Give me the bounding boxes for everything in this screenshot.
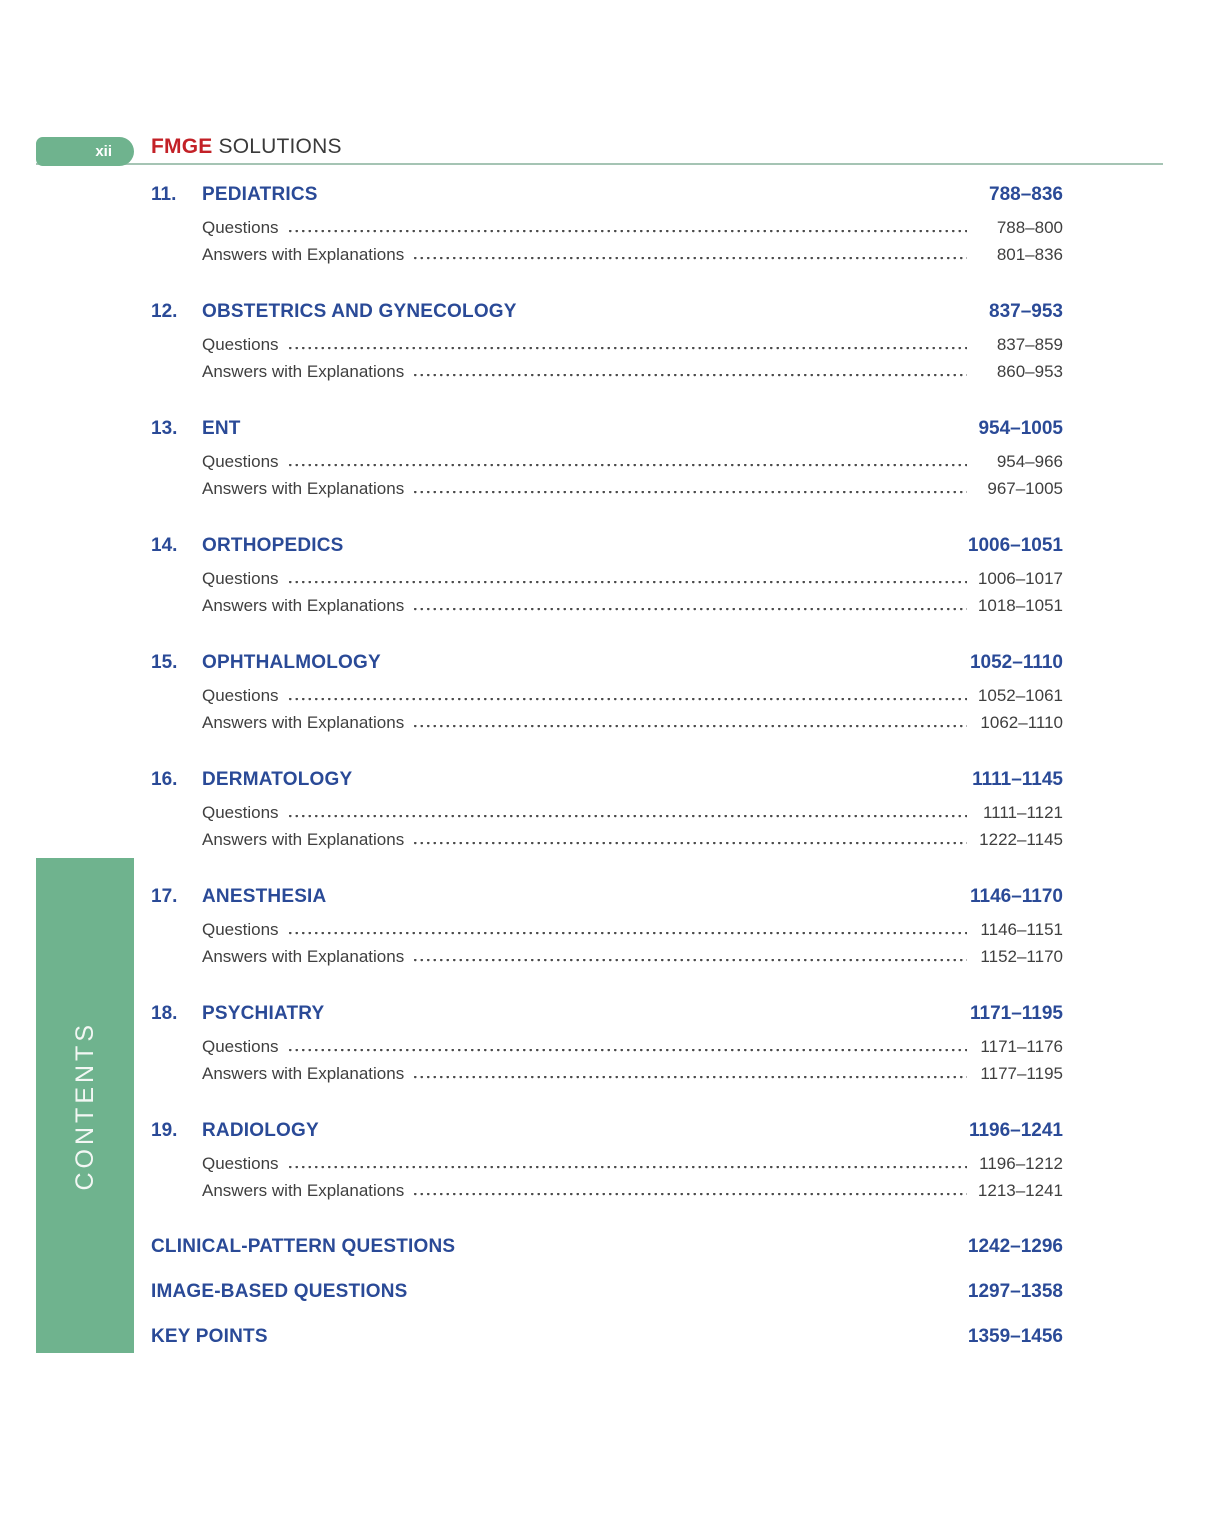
row-page-range: 1152–1170 (980, 947, 1063, 966)
dotted-leader (412, 1076, 967, 1080)
row-page-range: 1196–1212 (979, 1154, 1063, 1173)
toc-row-answers (202, 480, 1063, 497)
book-title (151, 135, 342, 159)
chapter-number: 15. (151, 652, 178, 673)
toc-row-answers (202, 831, 1063, 848)
chapter-title: ANESTHESIA (202, 886, 327, 907)
row-page-range: 954–966 (996, 452, 1063, 471)
chapter-title: OPHTHALMOLOGY (202, 652, 381, 673)
contents-side-tab (36, 858, 134, 1353)
dotted-leader (287, 464, 967, 468)
row-page-range: 837–859 (996, 335, 1063, 354)
row-label: Questions (202, 218, 279, 237)
toc-row-questions (202, 804, 1063, 821)
back-sections (151, 1235, 1063, 1348)
toc-chapter (151, 300, 1063, 380)
chapter-page-range: 1171–1195 (969, 1003, 1063, 1024)
book-title-rest: SOLUTIONS (212, 135, 342, 158)
dotted-leader (287, 581, 967, 585)
chapter-heading (151, 1002, 1063, 1025)
row-label: Answers with Explanations (202, 362, 405, 381)
dotted-leader (412, 257, 967, 261)
toc-chapter (151, 534, 1063, 614)
toc-row-questions (202, 1155, 1063, 1172)
toc-row-answers (202, 714, 1063, 731)
chapter-page-range: 837–953 (989, 301, 1063, 322)
row-label: Answers with Explanations (202, 947, 405, 966)
row-page-range: 788–800 (996, 218, 1063, 237)
row-label: Answers with Explanations (202, 1181, 405, 1200)
section-page-range: 1297–1358 (967, 1281, 1063, 1302)
chapter-number: 18. (151, 1003, 178, 1024)
dotted-leader (412, 842, 967, 846)
toc-row-questions (202, 687, 1063, 704)
row-page-range: 801–836 (996, 245, 1063, 264)
chapter-title: DERMATOLOGY (202, 769, 353, 790)
chapter-page-range: 788–836 (989, 184, 1063, 205)
section-page-range: 1359–1456 (967, 1326, 1063, 1347)
chapter-page-range: 1196–1241 (968, 1120, 1063, 1141)
row-label: Answers with Explanations (202, 1064, 405, 1083)
dotted-leader (287, 932, 967, 936)
row-page-range: 1146–1151 (980, 920, 1063, 939)
chapter-heading (151, 183, 1063, 206)
chapter-heading (151, 651, 1063, 674)
dotted-leader (412, 374, 967, 378)
toc-row-questions (202, 1038, 1063, 1055)
row-page-range: 1052–1061 (977, 686, 1063, 705)
chapter-heading (151, 768, 1063, 791)
chapter-number: 12. (151, 301, 178, 322)
row-label: Questions (202, 686, 279, 705)
toc-chapter (151, 651, 1063, 731)
row-page-range: 1018–1051 (977, 596, 1063, 615)
page-folio: xii (95, 143, 112, 160)
chapter-page-range: 1146–1170 (969, 886, 1063, 907)
row-page-range: 1222–1145 (979, 830, 1063, 849)
row-page-range: 1111–1121 (982, 803, 1063, 822)
chapter-heading (151, 300, 1063, 323)
chapter-page-range: 1052–1110 (969, 652, 1063, 673)
chapter-title: PEDIATRICS (202, 184, 318, 205)
row-label: Questions (202, 569, 279, 588)
back-section-clinical-pattern (151, 1235, 1063, 1258)
dotted-leader (287, 698, 967, 702)
chapter-number: 13. (151, 418, 178, 439)
row-page-range: 860–953 (996, 362, 1063, 381)
row-label: Questions (202, 920, 279, 939)
toc-row-answers (202, 363, 1063, 380)
toc-chapter (151, 885, 1063, 965)
row-label: Answers with Explanations (202, 596, 405, 615)
row-page-range: 967–1005 (987, 479, 1063, 498)
dotted-leader (412, 1193, 967, 1197)
toc-row-answers (202, 1182, 1063, 1199)
row-label: Questions (202, 1154, 279, 1173)
section-title: KEY POINTS (151, 1326, 268, 1347)
dotted-leader (287, 815, 967, 819)
toc-row-questions (202, 219, 1063, 236)
row-label: Answers with Explanations (202, 479, 405, 498)
row-label: Answers with Explanations (202, 713, 405, 732)
row-label: Answers with Explanations (202, 245, 405, 264)
row-label: Questions (202, 1037, 279, 1056)
chapter-heading (151, 885, 1063, 908)
toc-row-answers (202, 246, 1063, 263)
chapter-title: OBSTETRICS AND GYNECOLOGY (202, 301, 517, 322)
toc-chapter (151, 768, 1063, 848)
row-label: Questions (202, 803, 279, 822)
dotted-leader (287, 1049, 967, 1053)
page-folio-pill (36, 137, 134, 166)
toc-row-questions (202, 570, 1063, 587)
section-title: IMAGE-BASED QUESTIONS (151, 1281, 408, 1302)
back-section-image-based (151, 1280, 1063, 1303)
row-page-range: 1171–1176 (980, 1037, 1063, 1056)
chapter-number: 11. (151, 184, 177, 205)
dotted-leader (412, 608, 967, 612)
chapter-page-range: 954–1005 (978, 418, 1063, 439)
toc-row-questions (202, 336, 1063, 353)
chapter-number: 14. (151, 535, 178, 556)
chapter-title: ORTHOPEDICS (202, 535, 344, 556)
contents-side-tab-label: CONTENTS (70, 1020, 99, 1191)
dotted-leader (412, 959, 967, 963)
chapter-heading (151, 534, 1063, 557)
row-page-range: 1062–1110 (980, 713, 1063, 732)
chapter-number: 17. (151, 886, 178, 907)
toc-row-answers (202, 1065, 1063, 1082)
toc-row-answers (202, 597, 1063, 614)
toc-row-answers (202, 948, 1063, 965)
chapter-title: ENT (202, 418, 241, 439)
row-page-range: 1177–1195 (980, 1064, 1063, 1083)
toc-chapter (151, 417, 1063, 497)
chapter-page-range: 1111–1145 (972, 769, 1063, 790)
row-page-range: 1006–1017 (977, 569, 1063, 588)
book-title-brand: FMGE (151, 135, 213, 158)
dotted-leader (287, 347, 967, 351)
chapter-heading (151, 417, 1063, 440)
toc-row-questions (202, 921, 1063, 938)
dotted-leader (412, 725, 967, 729)
section-page-range: 1242–1296 (967, 1236, 1063, 1257)
chapter-number: 19. (151, 1120, 178, 1141)
row-label: Answers with Explanations (202, 830, 405, 849)
chapter-title: PSYCHIATRY (202, 1003, 325, 1024)
header-rule (36, 163, 1163, 165)
chapter-title: RADIOLOGY (202, 1120, 319, 1141)
toc-chapter (151, 183, 1063, 263)
section-title: CLINICAL-PATTERN QUESTIONS (151, 1236, 456, 1257)
chapter-number: 16. (151, 769, 178, 790)
toc-chapter (151, 1002, 1063, 1082)
toc-row-questions (202, 453, 1063, 470)
row-page-range: 1213–1241 (977, 1181, 1063, 1200)
toc-chapter (151, 1119, 1063, 1199)
chapter-page-range: 1006–1051 (967, 535, 1063, 556)
row-label: Questions (202, 335, 279, 354)
row-label: Questions (202, 452, 279, 471)
dotted-leader (287, 1166, 967, 1170)
dotted-leader (287, 230, 967, 234)
table-of-contents (151, 178, 1063, 1348)
dotted-leader (412, 491, 967, 495)
chapter-heading (151, 1119, 1063, 1142)
back-section-key-points (151, 1325, 1063, 1348)
